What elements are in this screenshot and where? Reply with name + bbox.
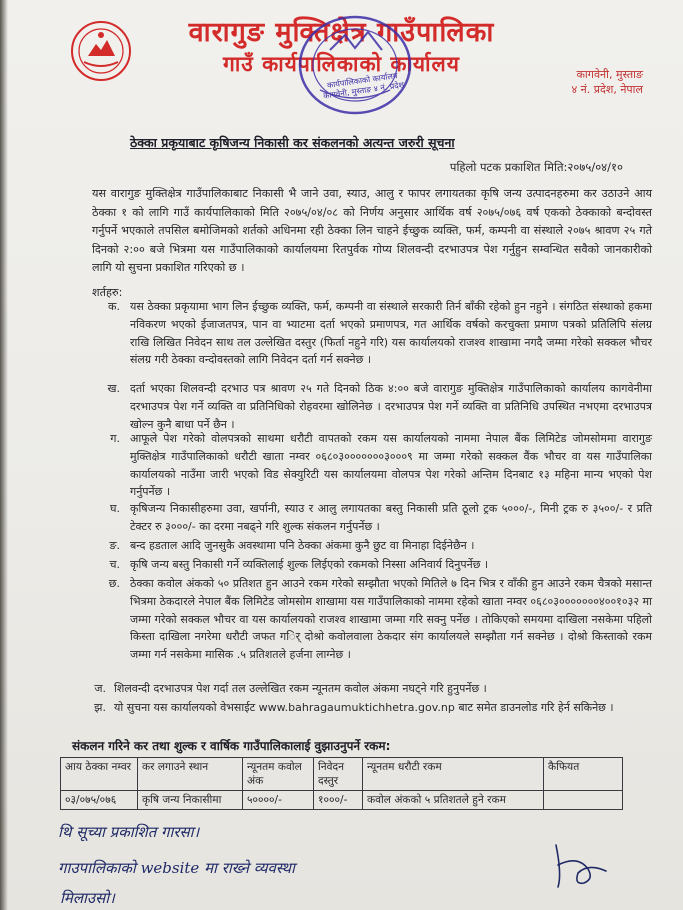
clause-text: शिलवन्दी दरभाउपत्र पेश गर्दा तल उल्लेखित रकम न्यूनतम कवोल अंकमा नघट्ने गरि हुनुपर्नेछ । bbox=[114, 682, 487, 695]
clause-marker: झ. bbox=[94, 701, 106, 714]
table-title: संकलन गरिने कर तथा शुल्क र वार्षिक गाउँपालिकालाई वुझाउनुपर्ने रकम: bbox=[72, 739, 391, 753]
table-header: न्यूनतम कवोल अंक bbox=[243, 758, 314, 791]
handwritten-note-line-2: गाउपालिकाको website मा राख्ने व्यवस्था bbox=[58, 859, 295, 877]
clause-text: कृषिजन्य निकासीहरुमा उवा, खर्पानी, स्याउ र आलु लगायतका बस्तु निकासी प्रति ठूलो ट्रक ५०००/-, मिनी ट्रक रु ३५००/- र प्रति टेक्टर रु ३०००/- का दरमा नबढ्ने गरि शुल्क संकलन गर्नुपर्नेछ । bbox=[130, 502, 652, 533]
clause-text: यस ठेक्का प्रकृयामा भाग लिन ईच्छुक व्यक्ति, फर्म, कम्पनी वा संस्थाले सरकारी तिर्न बाँकी रहेको हुन नहुने । संगठित संस्थाको हकमा नविकरण भएको ईजाजतपत्र, पान वा भ्याटमा दर्ता भएको प्रमाणपत्र, गत आर्थिक वर्षको करचुक्ता प्रमाण पत्रको प्रतिलिपि संलग्र राखि लिखित निवेदन साथ तल उल्लेखित दस्तुर (फिर्ता नहुने गरि) यस कार्यालयको राजश्व शाखामा नगदै जम्मा गरेको सक्कल भौचर संलग्र गरी ठेक्का वन्दोवस्तको लागि निवेदन दर्ता गर्न सक्नेछ । bbox=[130, 300, 652, 367]
conditions-label: शर्तहरु: bbox=[92, 286, 123, 299]
clause-marker: छ. bbox=[108, 577, 120, 590]
address-line-2: ४ नं. प्रदेश, नेपाल bbox=[571, 83, 643, 96]
clause-text: कृषि जन्य बस्तु निकासी गर्ने व्यक्तिलाई शुल्क लिईएको रकमको निस्सा अनिवार्य दिनुपर्नेछ । bbox=[130, 558, 489, 571]
table-cell: ०३/०७५/०७६ bbox=[61, 791, 138, 810]
table-header-row bbox=[61, 758, 623, 791]
signature-icon bbox=[548, 835, 618, 895]
clause-text: दर्ता भएका शिलवन्दी दरभाउ पत्र श्रावण २५ गते दिनको ठिक ४:०० बजे वारागुङ मुक्तिक्षेत्र गाउँपालिकाको कार्यालय कागवेनीमा दरभाउपत्र पेश गर्ने व्यक्ति वा प्रतिनिधिको रोहवरमा खोलिनेछ । दरभाउपत्र पेश गर्ने व्यक्ति वा प्रतिनिधि उपस्थित नभएमा दरभाउपत्र खोल्न कुनै बाधा पर्ने छैन । bbox=[130, 382, 652, 431]
clause-marker: ङ. bbox=[109, 539, 120, 552]
clause-marker: ख. bbox=[107, 382, 120, 395]
clause-marker: ग. bbox=[110, 432, 120, 445]
table-header: कर लगाउने स्थान bbox=[138, 758, 243, 791]
address-line-1: कागवेनी, मुस्ताङ bbox=[576, 68, 643, 81]
page-edge-shadow bbox=[0, 0, 8, 910]
clause-marker: क. bbox=[108, 300, 120, 313]
office-subtitle: गाउँ कार्यपालिकाको कार्यालय bbox=[223, 51, 460, 76]
handwritten-note-line-1: थि सूच्या प्रकाशित गारसा। bbox=[58, 823, 200, 841]
office-seal-stamp bbox=[290, 10, 420, 120]
clause-text: बन्द हडताल आदि जुनसुकै अवस्थामा पनि ठेक्का अंकमा कुनै छुट वा मिनाहा दिईनेछैन । bbox=[130, 539, 475, 552]
intro-paragraph: यस वारागुङ मुक्तिक्षेत्र गाउँपालिकाबाट निकासी भै जाने उवा, स्याउ, आलु र फापर लगायतका कृषि जन्य उत्पादनहरुमा कर उठाउने आय ठेक्का १ को लागि गाउँ कार्यपालिकाको मिति २०७५/०४/०८ को निर्णय अनुसार आर्थिक वर्ष २०७५/०७६ वर्ष एकको ठेक्काको बन्दोवस्त गर्नुपर्ने भएकाले तपसिल बमोजिमको शर्तको अधिनमा रही ठेक्का लिन चाहने ईच्छुक व्यक्ति, फर्म, कम्पनी वा संस्थाले २०७५ श्रावण २५ गते दिनको २:०० बजे भित्रमा यस गाउँपालिकाको कार्यालयमा रितपुर्वक गोप्य शिलवन्दी दरभाउपत्र पेश गर्नुहुन सम्वन्धित सवैको जानकारीको लागि यो सुचना प्रकाशित गरिएको छ । bbox=[92, 187, 652, 275]
table-header: आय ठेक्का नम्वर bbox=[61, 758, 138, 791]
clause-text: ठेक्का कवोल अंकको ५० प्रतिशत हुन आउने रकम गरेको सम्झौता भएको मितिले ७ दिन भित्र र वाँकी हुन आउने रकम चैत्रको मसान्त भित्रमा ठेकदारले नेपाल बैंक लिमिटेड जोमसोम शाखामा यस गाउँपालिकाको नाममा रहेको खाता नम्वर ०६८०३०००००००४००१०३२ मा जम्मा गरेको सक्कल भौचर वा यस कार्यालयको राजश्व शाखामा जम्मा गरि सक्नु पर्नेछ । तोकिएको समयमा दाखिला नसकेमा पहिलो किस्ता दाखिला नगरेमा धरौटी जफत गर्ि दोश्रो कवोलवाला ठेकदार संग कार्यालयले सम्झौता गर्न सक्नेछ । दोश्रो किस्ताको रकम जम्मा गर्न नसकेमा मासिक .५ प्रतिशतले हर्जना लाग्नेछ । bbox=[130, 577, 652, 662]
clause-marker: च. bbox=[109, 558, 120, 571]
table-cell: १०००/- bbox=[314, 791, 363, 810]
fee-table bbox=[60, 757, 623, 810]
table-cell: कवोल अंकको ५ प्रतिशतले हुने रकम bbox=[363, 791, 544, 810]
table-row bbox=[61, 791, 623, 810]
clause-text: आफूले पेश गरेको वोलपत्रको साथमा धरौटी वापतको रकम यस कार्यालयको नाममा नेपाल बैंक लिमिटेड जोमसोममा वारागुङ मुक्तिक्षेत्र गाउँपालिकाको धरौटी खाता नम्वर ०६८०३०००००००३०००९ मा जम्मा गरेको सक्कल वैंक भौचर वा यस गाउँपालिका कार्यालयको नाउँमा जारी भएको विड सेक्युरिटी यस कार्यालयमा वोलपत्र पेश गरेको अन्तिम दिनबाट १३ महिना मान्य भएको पेश गर्नुपर्नेछ । bbox=[130, 432, 652, 499]
table-header: न्यूनतम धरौटी रकम bbox=[363, 758, 544, 791]
notice-heading: ठेक्का प्रकृयाबाट कृषिजन्य निकासी कर संकलनको अत्यन्त जरुरी सूचना bbox=[130, 135, 455, 150]
table-cell bbox=[544, 791, 623, 810]
table-cell: ५००००/- bbox=[243, 791, 314, 810]
stamp-text: कार्यपालिकाको कार्यालय कागवेनी, मुस्ताङ ४ नं. प्रदेश bbox=[322, 71, 405, 101]
table-header: निवेदन दस्तुर bbox=[314, 758, 363, 791]
handwritten-note-line-3: मिलाउसो। bbox=[60, 889, 115, 907]
clause-marker: ज. bbox=[94, 682, 106, 695]
table-cell: कृषि जन्य निकासीमा bbox=[138, 791, 243, 810]
municipality-title: वारागुङ मुक्तिक्षेत्र गाउँपालिका bbox=[188, 17, 495, 48]
clause-marker: घ. bbox=[110, 502, 120, 515]
clause-text: यो सुचना यस कार्यालयको वेभसाईट www.bahragaumuktichhetra.gov.np बाट समेत डाउनलोड गरि हेर्न सकिनेछ । bbox=[114, 701, 614, 714]
table-header: कैफियत bbox=[544, 758, 623, 791]
published-date: पहिलो पटक प्रकाशित मिति:२०७५/०४/१० bbox=[449, 160, 623, 174]
